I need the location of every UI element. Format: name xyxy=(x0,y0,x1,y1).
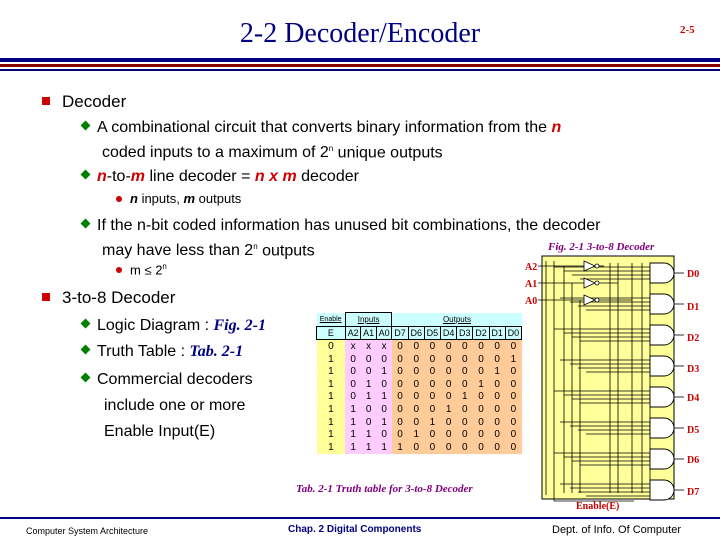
table-cell: 0 xyxy=(457,428,473,441)
table-cell: 0 xyxy=(424,403,440,416)
table-cell: 0 xyxy=(441,441,457,454)
table-cell: 0 xyxy=(489,391,505,404)
table-cell: 0 xyxy=(505,340,521,353)
table-cell: 0 xyxy=(376,428,392,441)
table-cell: 1 xyxy=(317,416,346,429)
table-cell: 0 xyxy=(392,416,408,429)
table-cell: 1 xyxy=(345,416,361,429)
table-cell: 0 xyxy=(361,416,377,429)
table-cell: 0 xyxy=(424,378,440,391)
footer-rule xyxy=(0,517,720,519)
table-cell: 0 xyxy=(376,378,392,391)
table-cell: 0 xyxy=(441,353,457,366)
table-cell: 1 xyxy=(408,428,424,441)
dot-bullet-icon xyxy=(116,267,122,273)
and-gate-d5 xyxy=(650,418,674,438)
table-cell: 0 xyxy=(317,340,346,353)
table-cell: 0 xyxy=(441,365,457,378)
table-group-header xyxy=(317,313,522,327)
table-cell: 0 xyxy=(424,353,440,366)
inverter-bubble xyxy=(595,281,599,285)
table-cell: 0 xyxy=(489,340,505,353)
table-cell: 1 xyxy=(361,428,377,441)
table-cell: 0 xyxy=(392,353,408,366)
bullet-logic-diagram: Logic Diagram : Fig. 2-1 xyxy=(82,315,266,336)
footer-center: Chap. 2 Digital Components xyxy=(288,524,422,535)
table-cell: 0 xyxy=(473,365,489,378)
diamond-bullet-icon xyxy=(81,219,91,229)
table-row xyxy=(317,340,522,353)
table-cell: 0 xyxy=(345,378,361,391)
table-header-cell: D6 xyxy=(408,326,424,340)
table-cell: 0 xyxy=(457,365,473,378)
group-outputs: Outputs xyxy=(442,314,471,324)
table-cell: 0 xyxy=(505,391,521,404)
table-cell: 0 xyxy=(489,403,505,416)
table-cell: 0 xyxy=(489,441,505,454)
table-header-cell: A1 xyxy=(361,326,377,340)
diamond-bullet-icon xyxy=(81,170,91,180)
page-number: 2-5 xyxy=(680,24,695,36)
table-cell: 0 xyxy=(392,428,408,441)
group-inputs: Inputs xyxy=(345,313,392,327)
table-cell: 1 xyxy=(392,441,408,454)
table-cell: 1 xyxy=(361,441,377,454)
table-cell: x xyxy=(361,340,377,353)
input-label-a0: A0 xyxy=(525,296,538,307)
output-label-d1: D1 xyxy=(687,302,700,313)
table-cell: 1 xyxy=(317,441,346,454)
table-cell: 0 xyxy=(457,353,473,366)
table-cell: 1 xyxy=(376,416,392,429)
table-cell: 0 xyxy=(392,391,408,404)
table-cell: 0 xyxy=(424,365,440,378)
table-cell: 0 xyxy=(473,403,489,416)
slide-title: 2-2 Decoder/Encoder xyxy=(239,18,481,49)
table-cell: 1 xyxy=(361,378,377,391)
table-cell: 0 xyxy=(489,353,505,366)
table-cell: 0 xyxy=(473,340,489,353)
table-cell: 1 xyxy=(317,403,346,416)
table-cell: 0 xyxy=(505,441,521,454)
table-header-cell: D2 xyxy=(473,326,489,340)
table-cell: 0 xyxy=(424,428,440,441)
table-cell: 1 xyxy=(441,403,457,416)
table-cell: 1 xyxy=(345,441,361,454)
table-cell: 1 xyxy=(424,416,440,429)
output-label-d2: D2 xyxy=(687,333,700,344)
table-header-cell: D3 xyxy=(457,326,473,340)
table-cell: 0 xyxy=(457,441,473,454)
table-caption: Tab. 2-1 Truth table for 3-to-8 Decoder xyxy=(296,483,473,495)
header-rule-top xyxy=(0,58,720,62)
enable-label: Enable(E) xyxy=(576,501,620,512)
square-bullet-icon xyxy=(42,293,50,301)
table-cell: 0 xyxy=(441,416,457,429)
bullet-commercial-decoders: Commercial decoders include one or more Enable Input(E) xyxy=(82,367,253,445)
and-gate-d6 xyxy=(650,449,674,469)
table-cell: 1 xyxy=(376,441,392,454)
table-cell: 0 xyxy=(408,340,424,353)
input-label-a1: A1 xyxy=(525,279,538,290)
bullet-unused-combinations: If the n-bit coded information has unused bit combinations, the decoder may have less than 2$^n$ outputs xyxy=(82,215,702,261)
table-cell: 0 xyxy=(408,365,424,378)
bullet-m-le-2n: $m \le 2^n$ xyxy=(116,262,167,277)
bullet-n-inputs: n inputs, m outputs xyxy=(116,191,241,206)
output-label-d0: D0 xyxy=(687,269,700,280)
and-gate-d1 xyxy=(650,294,674,314)
table-cell: 1 xyxy=(361,391,377,404)
truth-table xyxy=(316,312,522,454)
decoder-logic-diagram xyxy=(524,255,720,515)
output-label-d3: D3 xyxy=(687,364,700,375)
table-cell: 0 xyxy=(408,416,424,429)
table-cell: 0 xyxy=(489,416,505,429)
table-row xyxy=(317,403,522,416)
table-cell: 0 xyxy=(457,403,473,416)
diamond-bullet-icon xyxy=(81,373,91,383)
table-row xyxy=(317,353,522,366)
table-cell: 0 xyxy=(392,340,408,353)
table-cell: 0 xyxy=(489,428,505,441)
table-cell: 0 xyxy=(361,403,377,416)
table-cell: 1 xyxy=(345,403,361,416)
table-cell: 0 xyxy=(473,353,489,366)
table-cell: 1 xyxy=(317,365,346,378)
table-cell: 0 xyxy=(505,365,521,378)
truth-table-box xyxy=(316,312,522,454)
table-header-cell: A2 xyxy=(345,326,361,340)
table-header-cell: E xyxy=(317,326,346,340)
diamond-bullet-icon xyxy=(81,121,91,131)
table-column-header xyxy=(317,326,522,340)
header-rule-bottom xyxy=(0,69,720,71)
table-cell: 0 xyxy=(441,378,457,391)
table-row xyxy=(317,391,522,404)
bullet-n-to-m: n-to-m line decoder = n x m decoder xyxy=(82,166,359,187)
table-cell: 1 xyxy=(376,391,392,404)
table-cell: 1 xyxy=(457,391,473,404)
table-cell: 0 xyxy=(473,441,489,454)
table-cell: 0 xyxy=(392,378,408,391)
table-cell: 0 xyxy=(457,340,473,353)
table-cell: 0 xyxy=(473,391,489,404)
and-gate-d0 xyxy=(650,263,674,283)
table-cell: 0 xyxy=(505,416,521,429)
output-label-d7: D7 xyxy=(687,487,700,498)
table-header-cell: D7 xyxy=(392,326,408,340)
table-cell: 0 xyxy=(424,441,440,454)
table-cell: 1 xyxy=(376,365,392,378)
dot-bullet-icon xyxy=(116,196,122,202)
table-cell: 0 xyxy=(489,378,505,391)
diamond-bullet-icon xyxy=(81,345,91,355)
table-row xyxy=(317,441,522,454)
table-header-cell: D5 xyxy=(424,326,440,340)
table-cell: 1 xyxy=(317,428,346,441)
bullet-combinational: A combinational circuit that converts binary information from the n coded inputs to a maximum of 2$^n$ unique outputs xyxy=(82,117,682,163)
footer-right: Dept. of Info. Of Computer xyxy=(552,524,682,536)
table-cell: 0 xyxy=(424,340,440,353)
table-row xyxy=(317,378,522,391)
table-cell: 0 xyxy=(457,416,473,429)
and-gate-d2 xyxy=(650,325,674,345)
and-gate-d3 xyxy=(650,356,674,376)
table-cell: 0 xyxy=(441,428,457,441)
output-label-d4: D4 xyxy=(687,393,700,404)
header-rule-mid xyxy=(0,64,720,67)
table-cell: 1 xyxy=(317,378,346,391)
table-cell: 0 xyxy=(376,353,392,366)
table-cell: 1 xyxy=(489,365,505,378)
table-cell: 0 xyxy=(441,391,457,404)
table-cell: 1 xyxy=(317,391,346,404)
table-cell: 0 xyxy=(345,365,361,378)
bullet-truth-table: Truth Table : Tab. 2-1 xyxy=(82,341,243,362)
table-cell: 0 xyxy=(424,391,440,404)
table-cell: 0 xyxy=(457,378,473,391)
diamond-bullet-icon xyxy=(81,319,91,329)
table-cell: 0 xyxy=(408,403,424,416)
table-cell: 0 xyxy=(408,391,424,404)
table-cell: x xyxy=(376,340,392,353)
and-gate-d4 xyxy=(650,387,674,407)
table-cell: 0 xyxy=(505,403,521,416)
table-header-cell: D1 xyxy=(489,326,505,340)
table-cell: 0 xyxy=(345,353,361,366)
table-cell: 1 xyxy=(345,428,361,441)
inverter-bubble xyxy=(595,298,599,302)
table-header-cell: D4 xyxy=(441,326,457,340)
group-enable: Enable xyxy=(319,315,342,323)
output-label-d6: D6 xyxy=(687,455,700,466)
table-cell: 0 xyxy=(408,441,424,454)
table-cell: 1 xyxy=(473,378,489,391)
table-cell: 0 xyxy=(408,353,424,366)
inverter-bubble xyxy=(595,264,599,268)
table-cell: 0 xyxy=(505,428,521,441)
table-cell: 1 xyxy=(317,353,346,366)
table-cell: 0 xyxy=(441,340,457,353)
output-label-d5: D5 xyxy=(687,425,700,436)
table-header-cell: D0 xyxy=(505,326,521,340)
bullet-3-to-8-decoder: 3-to-8 Decoder xyxy=(42,287,175,309)
table-cell: 0 xyxy=(361,365,377,378)
square-bullet-icon xyxy=(42,97,50,105)
table-cell: 0 xyxy=(345,391,361,404)
figure-caption: Fig. 2-1 3-to-8 Decoder xyxy=(548,241,655,253)
table-cell: 0 xyxy=(473,428,489,441)
table-row xyxy=(317,428,522,441)
table-cell: 0 xyxy=(473,416,489,429)
table-cell: x xyxy=(345,340,361,353)
input-label-a2: A2 xyxy=(525,262,538,273)
table-header-cell: A0 xyxy=(376,326,392,340)
footer-left: Computer System Architecture xyxy=(26,526,149,536)
table-cell: 0 xyxy=(392,365,408,378)
table-cell: 0 xyxy=(361,353,377,366)
and-gate-d7 xyxy=(650,480,674,500)
table-cell: 0 xyxy=(408,378,424,391)
table-cell: 0 xyxy=(392,403,408,416)
table-cell: 1 xyxy=(505,353,521,366)
table-row xyxy=(317,416,522,429)
table-row xyxy=(317,365,522,378)
table-cell: 0 xyxy=(376,403,392,416)
bullet-decoder: Decoder xyxy=(42,91,126,113)
table-cell: 0 xyxy=(505,378,521,391)
